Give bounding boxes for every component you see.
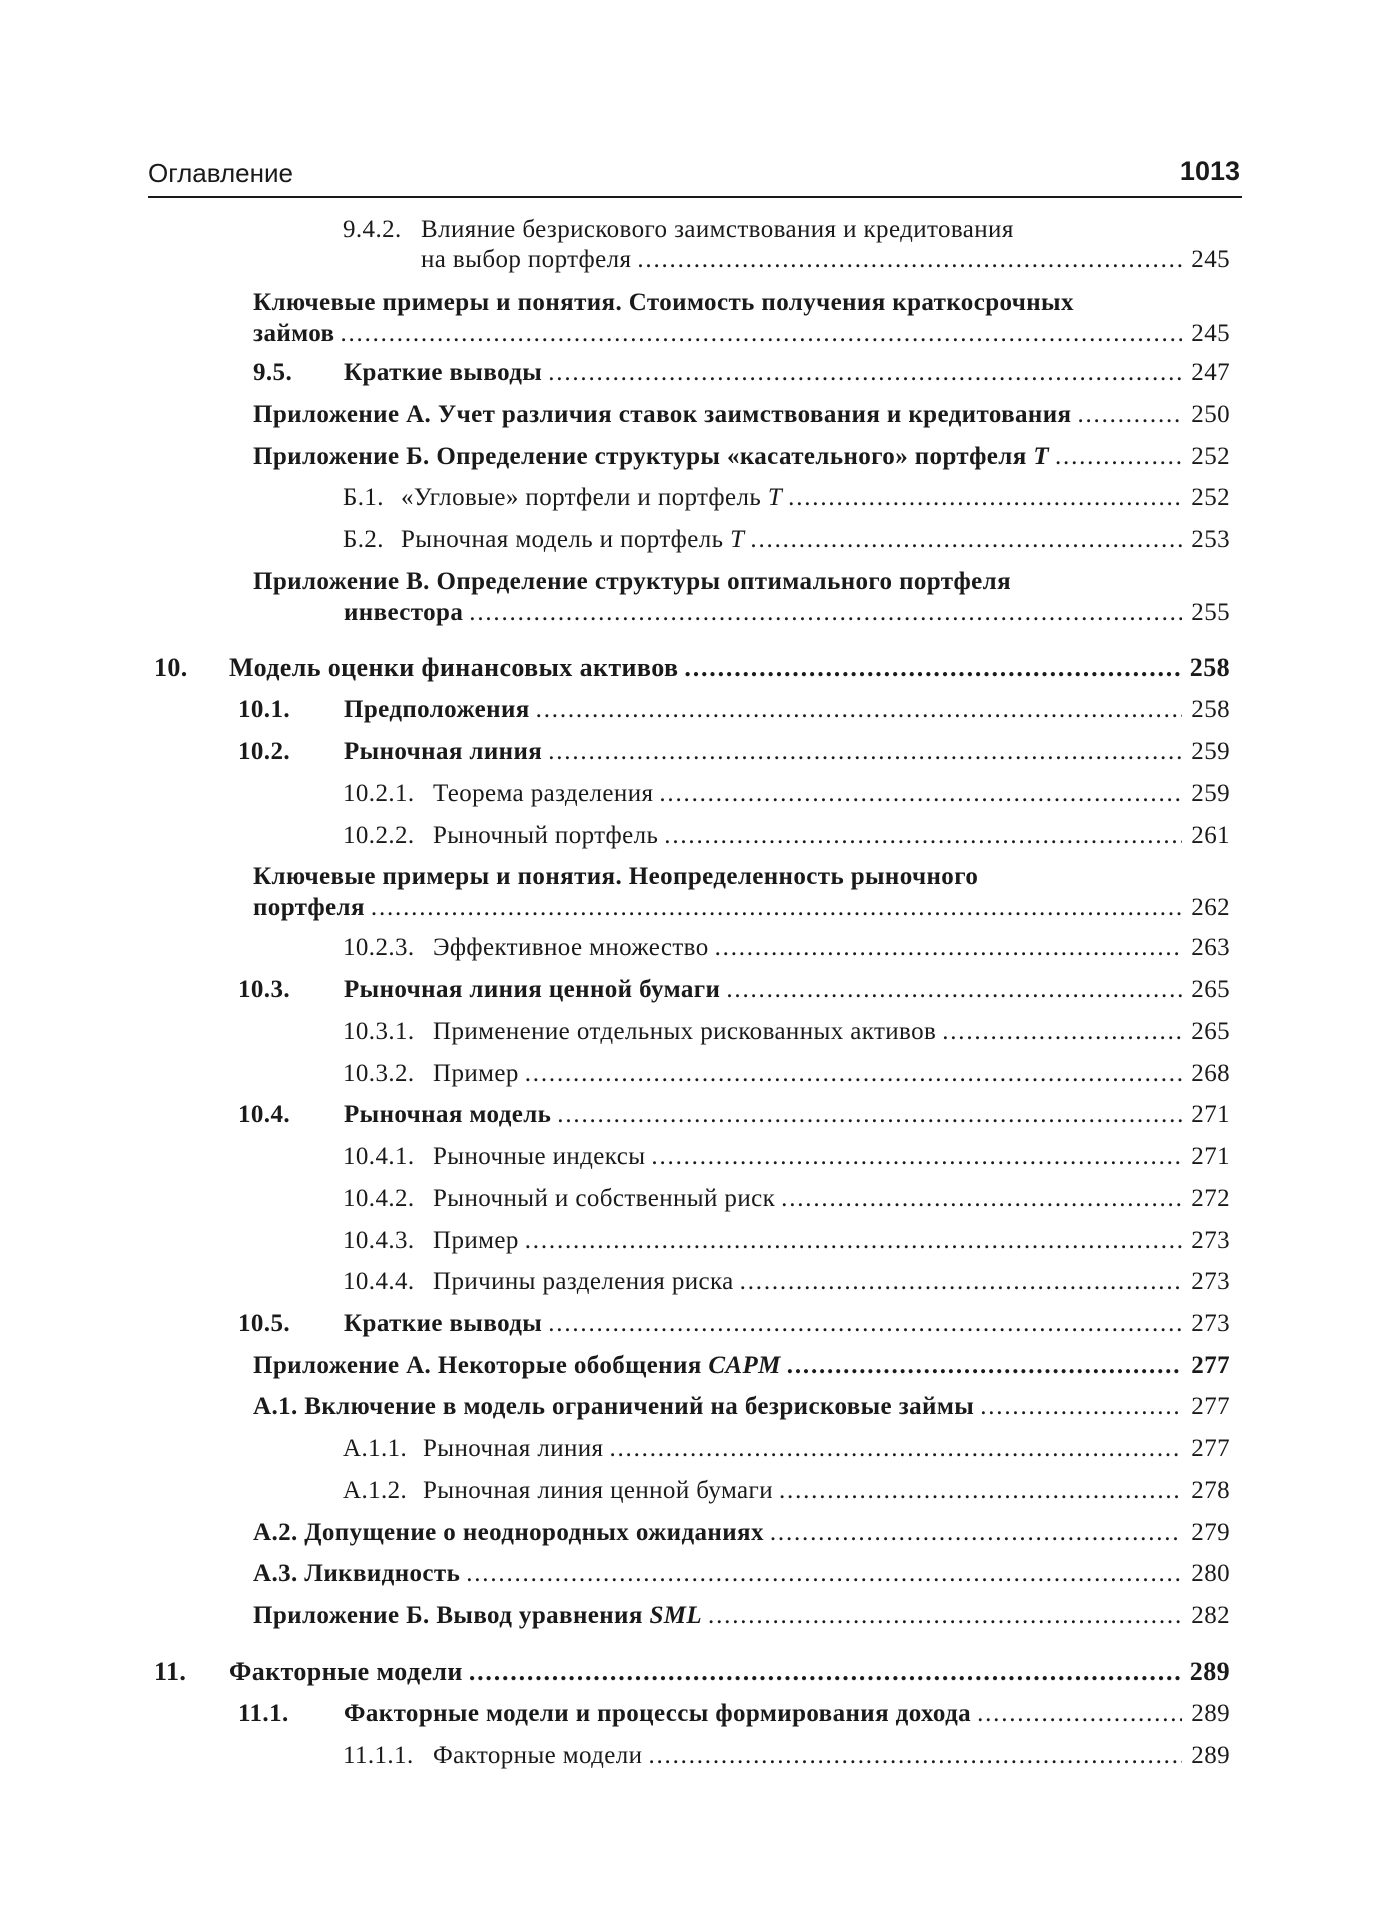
toc-entry[interactable] bbox=[253, 1517, 1230, 1548]
dot-leader bbox=[788, 482, 1182, 513]
entry-page: 273 bbox=[1191, 1310, 1230, 1337]
entry-title: Применение отдельных рискованных активов bbox=[433, 1018, 937, 1045]
entry-title: Предположения bbox=[344, 696, 530, 723]
entry-number: 10.3.1. bbox=[343, 1018, 415, 1045]
dot-leader bbox=[637, 244, 1182, 275]
entry-title: Рыночная линия bbox=[344, 738, 543, 765]
entry-number: 10.2.2. bbox=[343, 822, 415, 849]
dot-leader bbox=[684, 652, 1182, 683]
entry-page: 263 bbox=[1191, 934, 1230, 961]
dot-leader bbox=[980, 1391, 1182, 1422]
toc-entry[interactable] bbox=[253, 399, 1230, 430]
dot-leader bbox=[659, 778, 1182, 809]
entry-page: 279 bbox=[1191, 1519, 1230, 1546]
entry-page: 277 bbox=[1191, 1352, 1230, 1379]
entry-title: Рыночная модель bbox=[344, 1101, 552, 1128]
entry-title: Рыночная линия ценной бумаги bbox=[423, 1477, 773, 1504]
toc-entry[interactable] bbox=[238, 736, 1230, 767]
toc-entry[interactable] bbox=[343, 1740, 1230, 1771]
entry-title: Факторные модели и процессы формирования дохода bbox=[344, 1700, 972, 1727]
dot-leader bbox=[726, 974, 1182, 1005]
dot-leader bbox=[469, 1656, 1182, 1687]
entry-title: А.1. Включение в модель ограничений на безрисковые займы bbox=[253, 1393, 975, 1420]
entry-number: 11.1. bbox=[238, 1700, 289, 1727]
entry-title-symbol: CAPM bbox=[708, 1352, 781, 1379]
entry-page: 289 bbox=[1191, 1700, 1230, 1727]
toc-entry[interactable] bbox=[253, 861, 1230, 923]
chapter-title: Факторные модели bbox=[229, 1657, 463, 1686]
entry-title: Рыночный портфель bbox=[433, 822, 659, 849]
entry-title: Рыночная линия bbox=[423, 1435, 604, 1462]
entry-title-line1: Ключевые примеры и понятия. Стоимость получения краткосрочных bbox=[253, 289, 1074, 316]
entry-page: 273 bbox=[1191, 1268, 1230, 1295]
entry-title: Эффективное множество bbox=[433, 934, 709, 961]
entry-title-line1: Приложение В. Определение структуры оптимального портфеля bbox=[253, 568, 1012, 595]
entry-number: 10.2.1. bbox=[343, 780, 415, 807]
entry-title: Пример bbox=[433, 1060, 519, 1087]
entry-page: 261 bbox=[1191, 822, 1230, 849]
dot-leader bbox=[525, 1225, 1182, 1256]
entry-page: 245 bbox=[1191, 320, 1230, 347]
entry-number: 10.2.3. bbox=[343, 934, 415, 961]
dot-leader bbox=[548, 736, 1182, 767]
entry-title: Приложение Б. Определение структуры «касательного» портфеля bbox=[253, 443, 1027, 470]
entry-page: 282 bbox=[1191, 1602, 1230, 1629]
entry-page: 268 bbox=[1191, 1060, 1230, 1087]
toc-entry[interactable] bbox=[238, 974, 1230, 1005]
entry-title: Приложение А. Некоторые обобщения bbox=[253, 1352, 702, 1379]
entry-number: 11.1.1. bbox=[343, 1742, 414, 1769]
entry-number: 9.4.2. bbox=[343, 216, 402, 243]
toc-entry[interactable] bbox=[343, 1058, 1230, 1089]
entry-page: 271 bbox=[1191, 1143, 1230, 1170]
toc-entry[interactable] bbox=[343, 820, 1230, 851]
entry-number: 10.4.4. bbox=[343, 1268, 415, 1295]
dot-leader bbox=[525, 1058, 1182, 1089]
entry-title: Причины разделения риска bbox=[433, 1268, 734, 1295]
toc-entry[interactable] bbox=[343, 932, 1230, 963]
toc-entry[interactable] bbox=[343, 778, 1230, 809]
toc-entry[interactable] bbox=[253, 287, 1230, 349]
entry-page: 247 bbox=[1191, 359, 1230, 386]
toc-entry[interactable] bbox=[343, 524, 1230, 555]
toc-entry[interactable] bbox=[343, 1016, 1230, 1047]
dot-leader bbox=[466, 1558, 1182, 1589]
toc-chapter[interactable] bbox=[154, 652, 1230, 684]
toc-entry[interactable] bbox=[343, 1266, 1230, 1297]
entry-page: 289 bbox=[1191, 1742, 1230, 1769]
entry-title-symbol: SML bbox=[649, 1602, 703, 1629]
entry-page: 252 bbox=[1191, 484, 1230, 511]
entry-title: Краткие выводы bbox=[344, 1310, 543, 1337]
toc-entry[interactable] bbox=[253, 441, 1230, 472]
toc-entry[interactable] bbox=[253, 1391, 1230, 1422]
dot-leader bbox=[648, 1740, 1182, 1771]
dot-leader bbox=[770, 1517, 1182, 1548]
toc-entry[interactable] bbox=[343, 482, 1230, 513]
dot-leader bbox=[715, 932, 1182, 963]
dot-leader bbox=[750, 524, 1182, 555]
entry-title: Краткие выводы bbox=[344, 359, 543, 386]
chapter-title: Модель оценки финансовых активов bbox=[229, 653, 679, 682]
toc-entry[interactable] bbox=[343, 1475, 1230, 1506]
entry-page: 265 bbox=[1191, 1018, 1230, 1045]
entry-title: Теорема разделения bbox=[433, 780, 654, 807]
entry-number: А.1.2. bbox=[343, 1477, 408, 1504]
chapter-number: 11. bbox=[154, 1657, 187, 1686]
entry-page: 277 bbox=[1191, 1435, 1230, 1462]
entry-page: 255 bbox=[1191, 599, 1230, 626]
entry-number: 10.1. bbox=[238, 696, 290, 723]
toc-entry[interactable] bbox=[238, 1698, 1230, 1729]
dot-leader bbox=[779, 1475, 1182, 1506]
entry-title: Рыночный и собственный риск bbox=[433, 1185, 776, 1212]
toc-entry[interactable] bbox=[253, 357, 1230, 388]
entry-number: 10.4.2. bbox=[343, 1185, 415, 1212]
entry-title: инвестора bbox=[344, 599, 464, 626]
entry-title: портфеля bbox=[253, 894, 365, 921]
entry-title-symbol: T bbox=[1033, 443, 1049, 470]
toc-entry[interactable] bbox=[343, 1433, 1230, 1464]
toc-entry[interactable] bbox=[253, 1350, 1230, 1381]
dot-leader bbox=[787, 1350, 1182, 1381]
dot-leader bbox=[977, 1698, 1182, 1729]
entry-number: 10.4.3. bbox=[343, 1227, 415, 1254]
dot-leader bbox=[557, 1099, 1182, 1130]
entry-page: 271 bbox=[1191, 1101, 1230, 1128]
entry-title: на выбор портфеля bbox=[421, 246, 632, 273]
dot-leader bbox=[1077, 399, 1182, 430]
entry-number: Б.2. bbox=[343, 526, 384, 553]
entry-number: А.1.1. bbox=[343, 1435, 408, 1462]
toc-entry[interactable] bbox=[238, 694, 1230, 725]
toc-entry[interactable] bbox=[343, 1183, 1230, 1214]
dot-leader bbox=[536, 694, 1182, 725]
entry-page: 277 bbox=[1191, 1393, 1230, 1420]
dot-leader bbox=[781, 1183, 1182, 1214]
entry-title: Рыночные индексы bbox=[433, 1143, 646, 1170]
entry-number: 10.3.2. bbox=[343, 1060, 415, 1087]
dot-leader bbox=[651, 1141, 1182, 1172]
toc-entry[interactable] bbox=[238, 1308, 1230, 1339]
entry-title-line1: Влияние безрискового заимствования и кредитования bbox=[421, 216, 1014, 243]
dot-leader bbox=[548, 357, 1182, 388]
toc-entry[interactable] bbox=[343, 1225, 1230, 1256]
entry-page: 273 bbox=[1191, 1227, 1230, 1254]
dot-leader bbox=[664, 820, 1182, 851]
entry-title: Факторные модели bbox=[433, 1742, 643, 1769]
entry-page: 259 bbox=[1191, 780, 1230, 807]
toc-entry[interactable] bbox=[238, 1099, 1230, 1130]
entry-page: 262 bbox=[1191, 894, 1230, 921]
entry-page: 250 bbox=[1191, 401, 1230, 428]
dot-leader bbox=[548, 1308, 1182, 1339]
entry-title: Рыночная модель и портфель bbox=[401, 526, 724, 553]
entry-page: 265 bbox=[1191, 976, 1230, 1003]
entry-title: Приложение Б. Вывод уравнения bbox=[253, 1602, 643, 1629]
entry-number: 10.4. bbox=[238, 1101, 290, 1128]
entry-title: займов bbox=[253, 320, 335, 347]
entry-number: 10.2. bbox=[238, 738, 290, 765]
entry-title: Рыночная линия ценной бумаги bbox=[344, 976, 721, 1003]
chapter-page: 289 bbox=[1189, 1657, 1230, 1686]
entry-number: 10.4.1. bbox=[343, 1143, 415, 1170]
toc-entry[interactable] bbox=[253, 1558, 1230, 1589]
dot-leader bbox=[1055, 441, 1182, 472]
entry-page: 278 bbox=[1191, 1477, 1230, 1504]
entry-page: 252 bbox=[1191, 443, 1230, 470]
entry-page: 245 bbox=[1191, 246, 1230, 273]
dot-leader bbox=[942, 1016, 1182, 1047]
toc-chapter[interactable] bbox=[154, 1656, 1230, 1688]
entry-title-line1: Ключевые примеры и понятия. Неопределенность рыночного bbox=[253, 863, 979, 890]
entry-title: «Угловые» портфели и портфель bbox=[401, 484, 762, 511]
entry-page: 280 bbox=[1191, 1560, 1230, 1587]
chapter-page: 258 bbox=[1189, 653, 1230, 682]
entry-title: Пример bbox=[433, 1227, 519, 1254]
toc-entry[interactable] bbox=[253, 566, 1230, 628]
dot-leader bbox=[708, 1600, 1182, 1631]
entry-number: 10.3. bbox=[238, 976, 290, 1003]
running-title: Оглавление bbox=[148, 158, 293, 188]
entry-title: Приложение А. Учет различия ставок заимствования и кредитования bbox=[253, 401, 1072, 428]
entry-page: 258 bbox=[1191, 696, 1230, 723]
entry-number: Б.1. bbox=[343, 484, 384, 511]
entry-number: 10.5. bbox=[238, 1310, 290, 1337]
entry-title: А.2. Допущение о неоднородных ожиданиях bbox=[253, 1519, 764, 1546]
entry-title-symbol: T bbox=[767, 484, 783, 511]
entry-page: 253 bbox=[1191, 526, 1230, 553]
entry-title: А.3. Ликвидность bbox=[253, 1560, 461, 1587]
dot-leader bbox=[340, 318, 1182, 349]
page-number: 1013 bbox=[1179, 156, 1240, 186]
dot-leader bbox=[609, 1433, 1182, 1464]
entry-page: 272 bbox=[1191, 1185, 1230, 1212]
entry-number: 9.5. bbox=[253, 359, 293, 386]
dot-leader bbox=[371, 892, 1182, 923]
chapter-number: 10. bbox=[154, 653, 188, 682]
toc-entry[interactable] bbox=[343, 214, 1230, 276]
toc-entry[interactable] bbox=[253, 1600, 1230, 1631]
toc-entry[interactable] bbox=[343, 1141, 1230, 1172]
entry-title-symbol: T bbox=[730, 526, 745, 553]
dot-leader bbox=[740, 1266, 1182, 1297]
entry-page: 259 bbox=[1191, 738, 1230, 765]
dot-leader bbox=[469, 597, 1182, 628]
